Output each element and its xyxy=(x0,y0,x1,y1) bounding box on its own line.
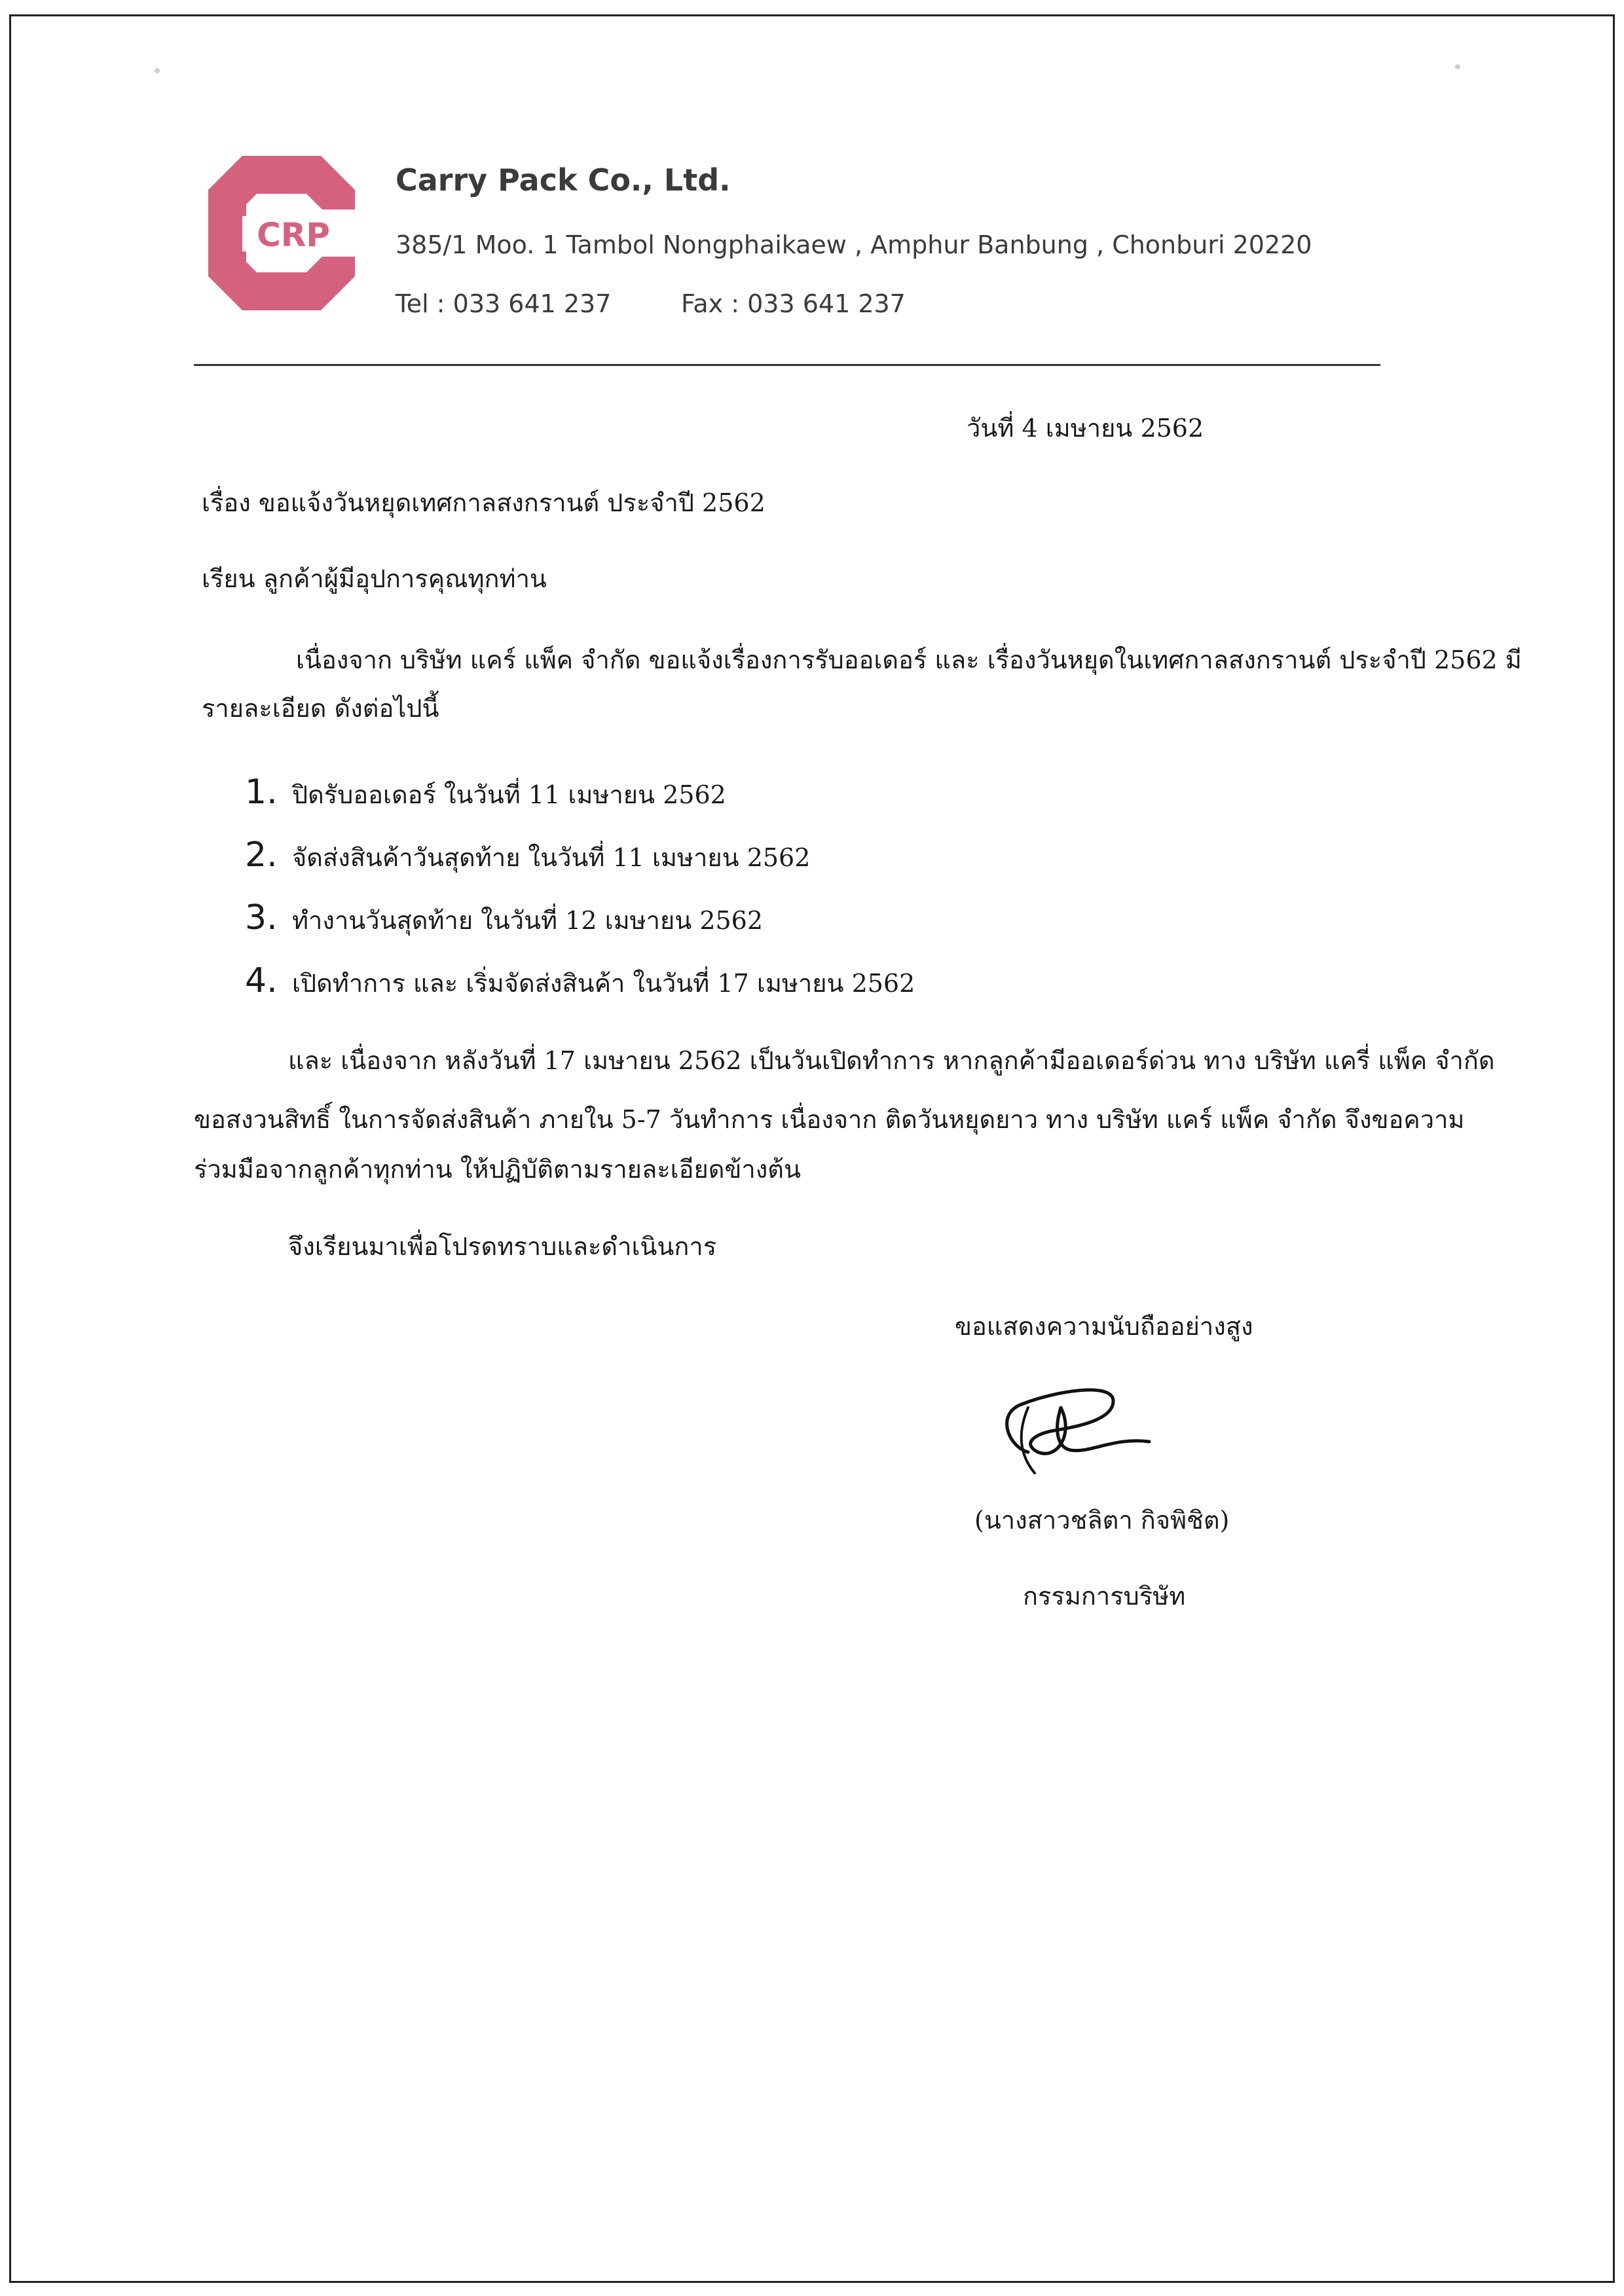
company-fax: Fax : 033 641 237 xyxy=(681,289,906,318)
company-address: 385/1 Moo. 1 Tambol Nongphaikaew , Amphur Banbung , Chonburi 20220 xyxy=(396,230,1312,259)
closing-line: จึงเรียนมาเพื่อโปรดทราบและดำเนินการ xyxy=(288,1232,717,1261)
scan-speck xyxy=(1455,64,1460,69)
list-text: ปิดรับออเดอร์ ในวันที่ 11 เมษายน 2562 xyxy=(292,780,726,809)
header-divider xyxy=(194,364,1380,366)
list-item xyxy=(245,835,810,877)
letter-date: วันที่ 4 เมษายน 2562 xyxy=(967,414,1204,443)
list-text: ทำงานวันสุดท้าย ในวันที่ 12 เมษายน 2562 xyxy=(292,906,764,935)
list-number: 1. xyxy=(245,773,278,812)
list-number: 4. xyxy=(245,961,278,1000)
company-tel: Tel : 033 641 237 xyxy=(396,289,612,318)
list-text: จัดส่งสินค้าวันสุดท้าย ในวันที่ 11 เมษายน 2562 xyxy=(292,843,811,872)
body-line-1: และ เนื่องจาก หลังวันที่ 17 เมษายน 2562 เป็นวันเปิดทำการ หากลูกค้ามีออเดอร์ด่วน ทาง บริษัท แครี่ แพ็ค จำกัด xyxy=(288,1046,1495,1075)
scan-speck xyxy=(155,68,160,73)
list-item xyxy=(245,773,726,814)
signer-name: (นางสาวชลิตา กิจพิชิต) xyxy=(974,1506,1230,1535)
list-number: 3. xyxy=(245,898,278,938)
list-item xyxy=(245,898,763,940)
body-line-3: ร่วมมือจากลูกค้าทุกท่าน ให้ปฏิบัติตามรายละเอียดข้างต้น xyxy=(194,1155,801,1184)
signer-title: กรรมการบริษัท xyxy=(1023,1582,1186,1611)
letter-recipient: เรียน ลูกค้าผู้มีอุปการคุณทุกท่าน xyxy=(202,564,547,593)
signature xyxy=(982,1368,1172,1499)
body-line-2: ขอสงวนสิทธิ์ ในการจัดส่งสินค้า ภายใน 5-7 วันทำการ เนื่องจาก ติดวันหยุดยาว ทาง บริษัท แคร์ แพ็ค จำกัด จึงขอความ xyxy=(194,1105,1465,1134)
logo-text: CRP xyxy=(257,216,330,254)
list-item xyxy=(245,961,915,1003)
list-text: เปิดทำการ และ เริ่มจัดส่งสินค้า ในวันที่ 17 เมษายน 2562 xyxy=(292,969,915,998)
intro-line-2: รายละเอียด ดังต่อไปนี้ xyxy=(202,694,439,723)
page-border xyxy=(9,14,1615,2283)
list-number: 2. xyxy=(245,835,278,875)
company-logo xyxy=(208,156,355,310)
letter-subject: เรื่อง ขอแจ้งวันหยุดเทศกาลสงกรานต์ ประจำปี 2562 xyxy=(202,488,766,517)
salutation: ขอแสดงความนับถืออย่างสูง xyxy=(955,1312,1253,1341)
company-name: Carry Pack Co., Ltd. xyxy=(396,162,731,198)
intro-line-1: เนื่องจาก บริษัท แคร์ แพ็ค จำกัด ขอแจ้งเรื่องการรับออเดอร์ และ เรื่องวันหยุดในเทศกาลสงกรานต์ ประจำปี 2562 มี xyxy=(296,646,1522,674)
